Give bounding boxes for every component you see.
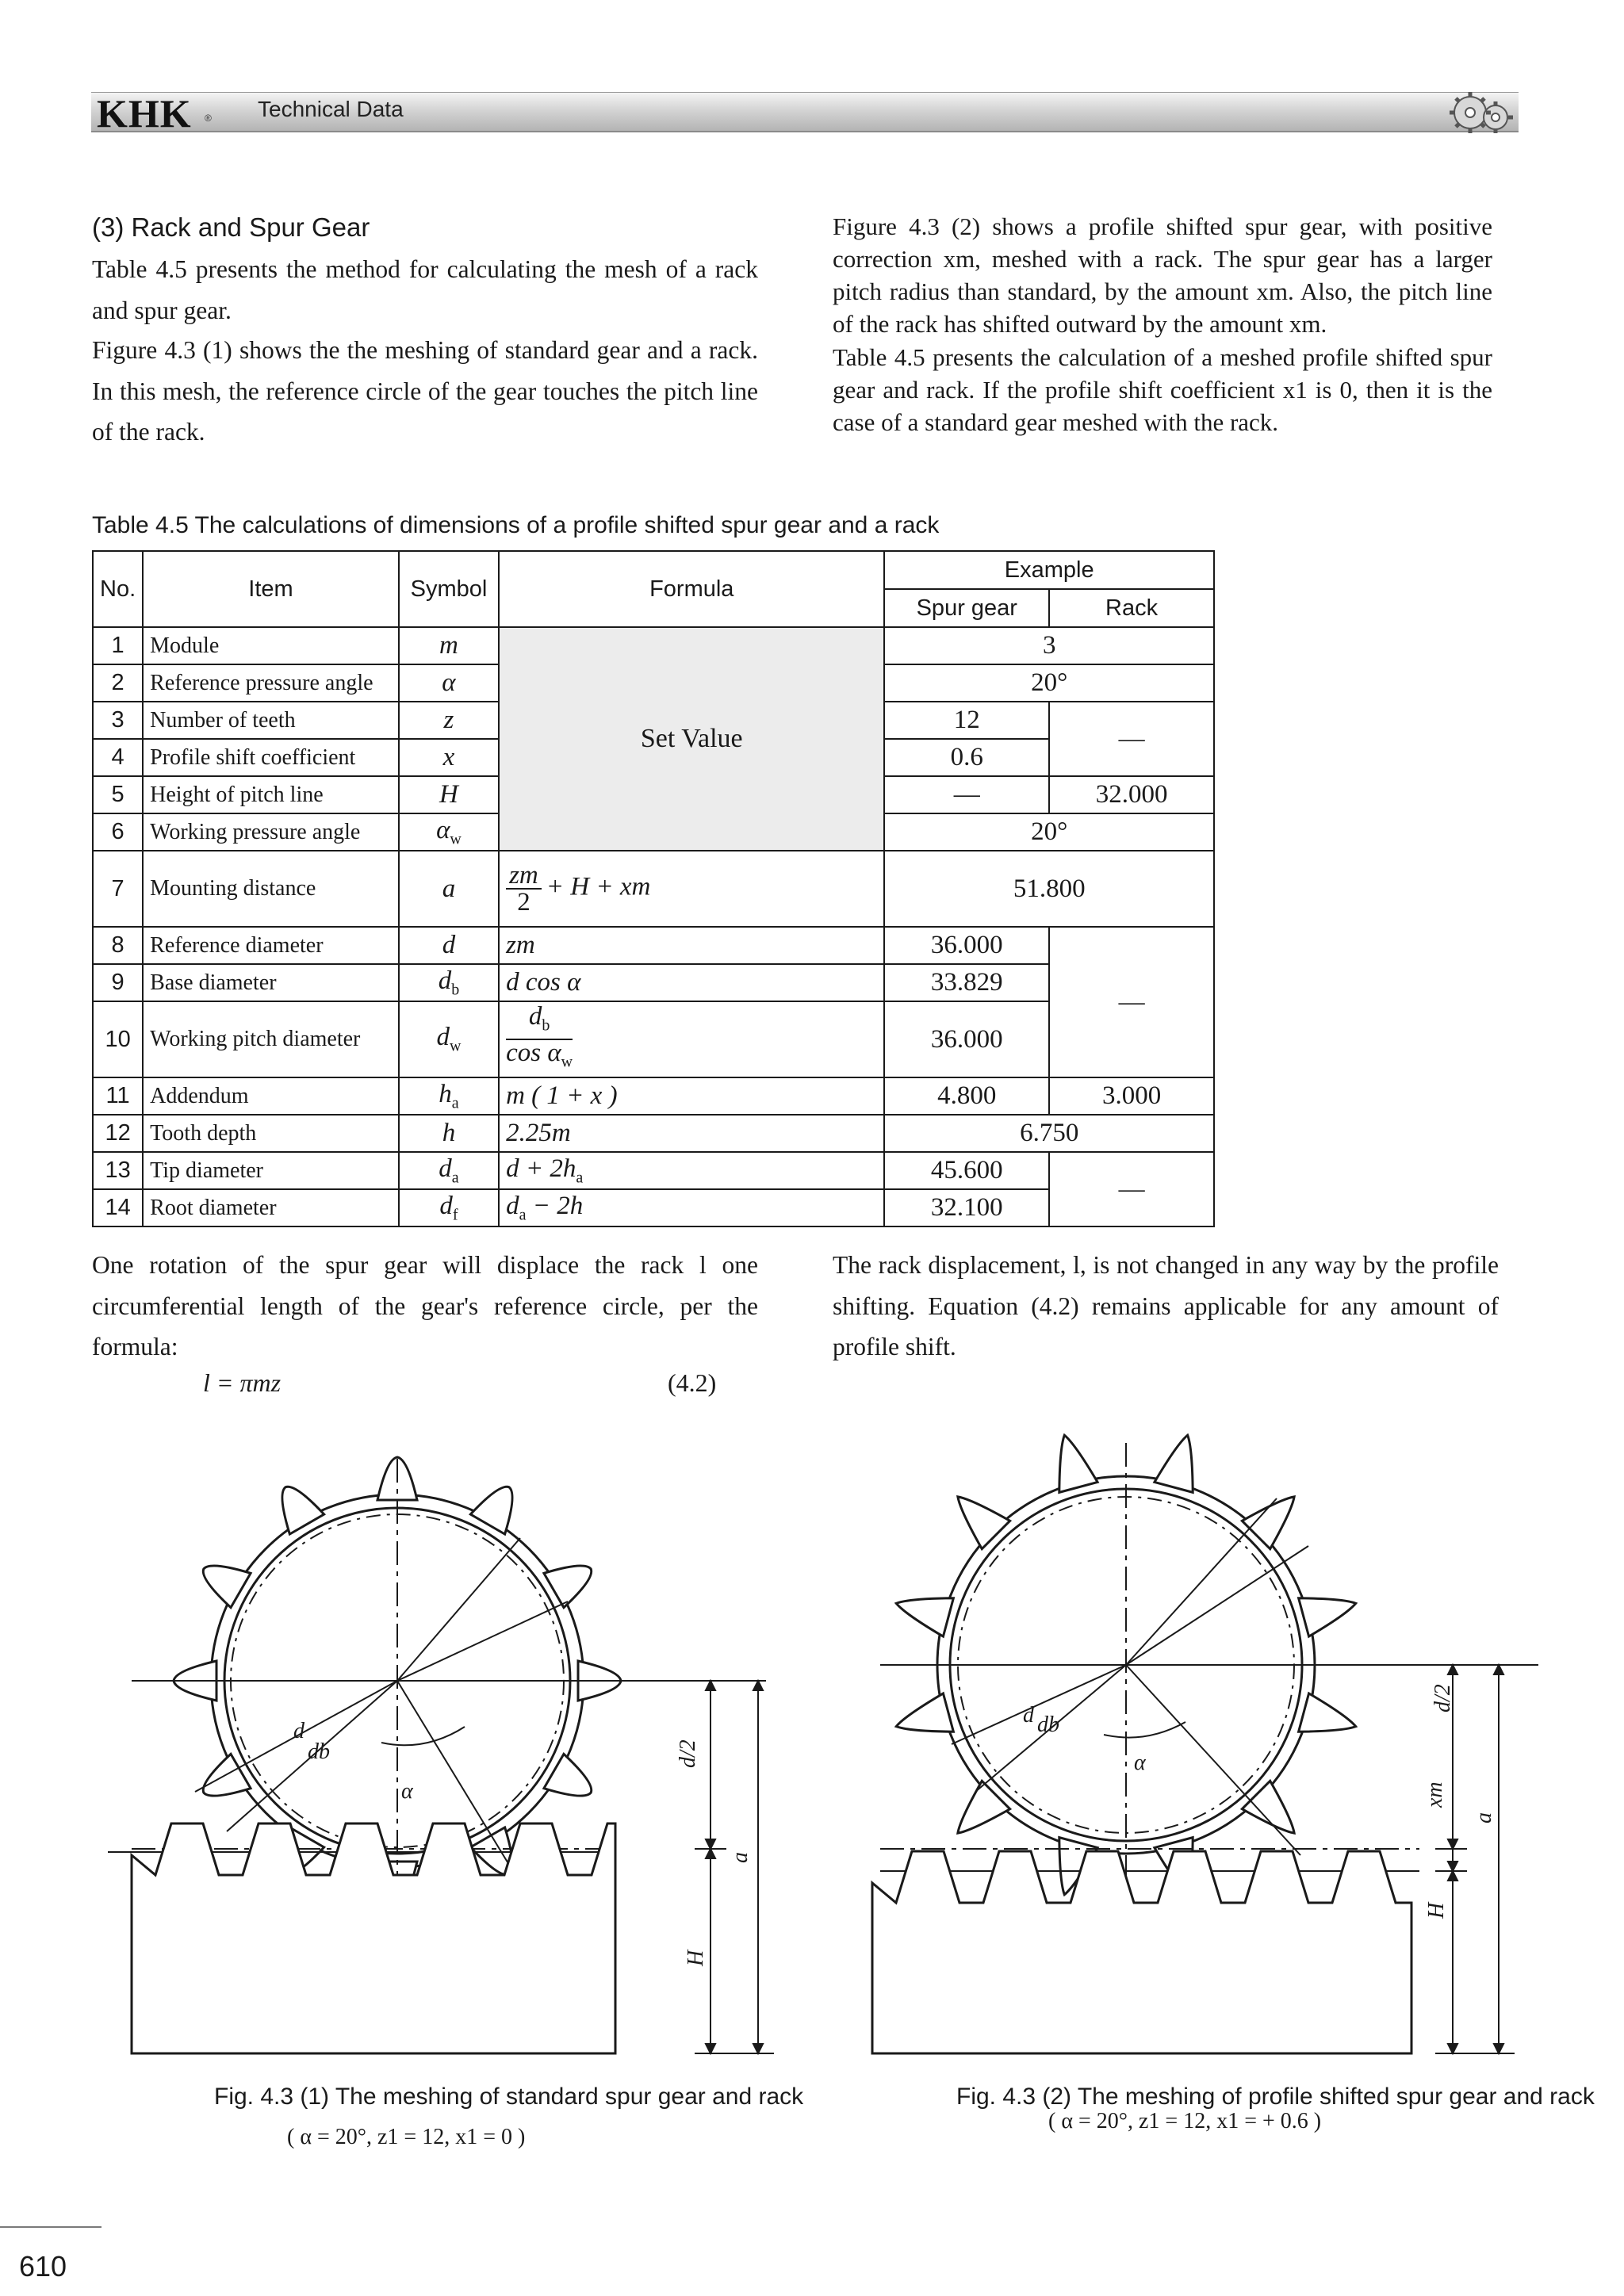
row-symbol: $\alpha_w$ xyxy=(399,813,499,851)
label-d: d xyxy=(1023,1703,1034,1728)
row-symbol: H xyxy=(399,776,499,813)
row-gear-value: 36.000 xyxy=(884,927,1049,964)
row-symbol: $d_w$ xyxy=(399,1001,499,1077)
row-no: 5 xyxy=(93,776,143,813)
label-xm: xm xyxy=(1423,1781,1447,1808)
left-para-2: Figure 4.3 (1) shows the the meshing of standard gear and a rack. In this mesh, the reference circle of the gear touches the pitch line of the rack. xyxy=(92,336,758,446)
table-row xyxy=(93,1115,1214,1152)
header-no: No. xyxy=(93,551,143,627)
row-no: 7 xyxy=(93,851,143,927)
row-symbol: a xyxy=(399,851,499,927)
row-no: 9 xyxy=(93,964,143,1001)
row-value: 6.750 xyxy=(884,1115,1214,1152)
row-no: 1 xyxy=(93,627,143,664)
left-para-1: Table 4.5 presents the method for calculating the mesh of a rack and spur gear. xyxy=(92,255,758,324)
table-caption: Table 4.5 The calculations of dimensions of a profile shifted spur gear and a rack xyxy=(92,512,940,538)
row-formula: $d_a - 2h$ xyxy=(499,1189,884,1226)
label-db: db xyxy=(308,1739,330,1764)
label-alpha: α xyxy=(1134,1751,1146,1775)
label-db: db xyxy=(1037,1712,1059,1737)
row-item: Working pressure angle xyxy=(143,813,399,851)
row-rack-value: 32.000 xyxy=(1049,776,1214,813)
row-item: Mounting distance xyxy=(143,851,399,927)
table-row xyxy=(93,1077,1214,1115)
row-symbol: $d_f$ xyxy=(399,1189,499,1226)
row-formula: 2.25m xyxy=(499,1115,884,1152)
row-item: Tooth depth xyxy=(143,1115,399,1152)
figure-standard-mesh xyxy=(92,1411,790,2085)
row-symbol: $d_a$ xyxy=(399,1152,499,1189)
row-formula: m ( 1 + x ) xyxy=(499,1077,884,1115)
row-item: Tip diameter xyxy=(143,1152,399,1189)
row-value: 20° xyxy=(884,813,1214,851)
table-row xyxy=(93,1001,1214,1077)
bottom-right-para: The rack displacement, l, is not changed in any way by the profile shifting. Equation (4.2) remains applicable for any amount of profile shift. xyxy=(833,1251,1499,1360)
row-formula: $\frac{d_b}{\cos \alpha_w}$ xyxy=(499,1001,884,1077)
equation-number: (4.2) xyxy=(668,1368,717,1397)
registered-mark: ® xyxy=(205,113,212,124)
gear-logo-icon xyxy=(1442,89,1521,138)
row-gear-value: 45.600 xyxy=(884,1152,1049,1189)
row-symbol: x xyxy=(399,739,499,776)
label-H: H xyxy=(1424,1902,1449,1919)
row-value: 3 xyxy=(884,627,1214,664)
figure-shifted-mesh xyxy=(864,1411,1562,2085)
row-rack-value: — xyxy=(1049,927,1214,1077)
section-title: (3) Rack and Spur Gear xyxy=(92,212,370,242)
header-spur-gear: Spur gear xyxy=(884,589,1049,627)
label-a: a xyxy=(1472,1812,1496,1823)
row-rack-value: — xyxy=(1049,1152,1214,1226)
row-gear-value: 36.000 xyxy=(884,1001,1049,1077)
row-symbol: d xyxy=(399,927,499,964)
dimension-table xyxy=(92,550,1215,1227)
row-symbol: z xyxy=(399,702,499,739)
bottom-left-para: One rotation of the spur gear will displace the rack l one circumferential length of the gear's reference circle, per the formula: xyxy=(92,1251,758,1360)
row-gear-value: 12 xyxy=(884,702,1049,739)
label-alpha: α xyxy=(401,1779,413,1804)
row-item: Number of teeth xyxy=(143,702,399,739)
row-no: 11 xyxy=(93,1077,143,1115)
header-formula: Formula xyxy=(499,551,884,627)
rack-outline xyxy=(132,1823,615,2053)
table-row xyxy=(93,851,1214,927)
header-item: Item xyxy=(143,551,399,627)
row-item: Profile shift coefficient xyxy=(143,739,399,776)
table-row xyxy=(93,627,1214,664)
row-item: Height of pitch line xyxy=(143,776,399,813)
row-formula: $\frac{zm}{2}$ + H + xm xyxy=(499,851,884,927)
row-symbol: $d_b$ xyxy=(399,964,499,1001)
row-gear-value: 33.829 xyxy=(884,964,1049,1001)
row-symbol: m xyxy=(399,627,499,664)
row-item: Module xyxy=(143,627,399,664)
label-a: a xyxy=(728,1852,753,1863)
right-para-1: Figure 4.3 (2) shows a profile shifted spur gear, with positive correction xm, meshed with a rack. The spur gear has a larger pitch radius than standard, by the amount xm. Also, the pitch line of the rack has shifted outward by the amount xm. xyxy=(833,212,1492,338)
page-number: 610 xyxy=(19,2250,67,2283)
equation: l = πmz xyxy=(203,1368,282,1397)
row-no: 13 xyxy=(93,1152,143,1189)
row-gear-value: 4.800 xyxy=(884,1077,1049,1115)
label-d: d xyxy=(293,1719,304,1743)
row-no: 4 xyxy=(93,739,143,776)
row-no: 2 xyxy=(93,664,143,702)
row-item: Reference pressure angle xyxy=(143,664,399,702)
table-row xyxy=(93,1189,1214,1226)
header-example: Example xyxy=(884,551,1214,589)
row-item: Reference diameter xyxy=(143,927,399,964)
set-value-cell: Set Value xyxy=(499,627,884,851)
footer-divider xyxy=(0,2226,102,2228)
label-d2: d/2 xyxy=(1431,1684,1455,1712)
row-value: 20° xyxy=(884,664,1214,702)
label-H: H xyxy=(684,1950,708,1966)
row-no: 14 xyxy=(93,1189,143,1226)
row-no: 12 xyxy=(93,1115,143,1152)
row-formula: $d + 2h_a$ xyxy=(499,1152,884,1189)
header-title: Technical Data xyxy=(258,97,404,121)
table-row xyxy=(93,1152,1214,1189)
row-item: Base diameter xyxy=(143,964,399,1001)
row-item: Working pitch diameter xyxy=(143,1001,399,1077)
row-no: 6 xyxy=(93,813,143,851)
header-rack: Rack xyxy=(1049,589,1214,627)
row-gear-value: 32.100 xyxy=(884,1189,1049,1226)
khk-logo: KHK xyxy=(97,91,192,136)
figure1-params: ( α = 20°, z1 = 12, x1 = 0 ) xyxy=(287,2125,526,2149)
row-no: 10 xyxy=(93,1001,143,1077)
row-rack-value: — xyxy=(1049,702,1214,776)
row-rack-value: 3.000 xyxy=(1049,1077,1214,1115)
rack-outline xyxy=(872,1851,1411,2053)
row-symbol: $h_a$ xyxy=(399,1077,499,1115)
row-formula: d cos α xyxy=(499,964,884,1001)
label-d2: d/2 xyxy=(676,1739,700,1768)
row-item: Addendum xyxy=(143,1077,399,1115)
table-row xyxy=(93,927,1214,964)
header-symbol: Symbol xyxy=(399,551,499,627)
right-para-2: Table 4.5 presents the calculation of a meshed profile shifted spur gear and rack. If the profile shift coefficient x1 is 0, then it is the case of a standard gear meshed with the rack. xyxy=(833,343,1492,436)
row-value: 51.800 xyxy=(884,851,1214,927)
figure1-caption: Fig. 4.3 (1) The meshing of standard spur gear and rack xyxy=(214,2084,804,2110)
row-item: Root diameter xyxy=(143,1189,399,1226)
row-symbol: h xyxy=(399,1115,499,1152)
figure2-caption: Fig. 4.3 (2) The meshing of profile shifted spur gear and rack xyxy=(956,2084,1595,2110)
row-formula: zm xyxy=(499,927,884,964)
row-gear-value: — xyxy=(884,776,1049,813)
row-no: 3 xyxy=(93,702,143,739)
row-symbol: α xyxy=(399,664,499,702)
table-row xyxy=(93,964,1214,1001)
row-gear-value: 0.6 xyxy=(884,739,1049,776)
figure2-params: ( α = 20°, z1 = 12, x1 = + 0.6 ) xyxy=(1048,2109,1322,2133)
row-no: 8 xyxy=(93,927,143,964)
